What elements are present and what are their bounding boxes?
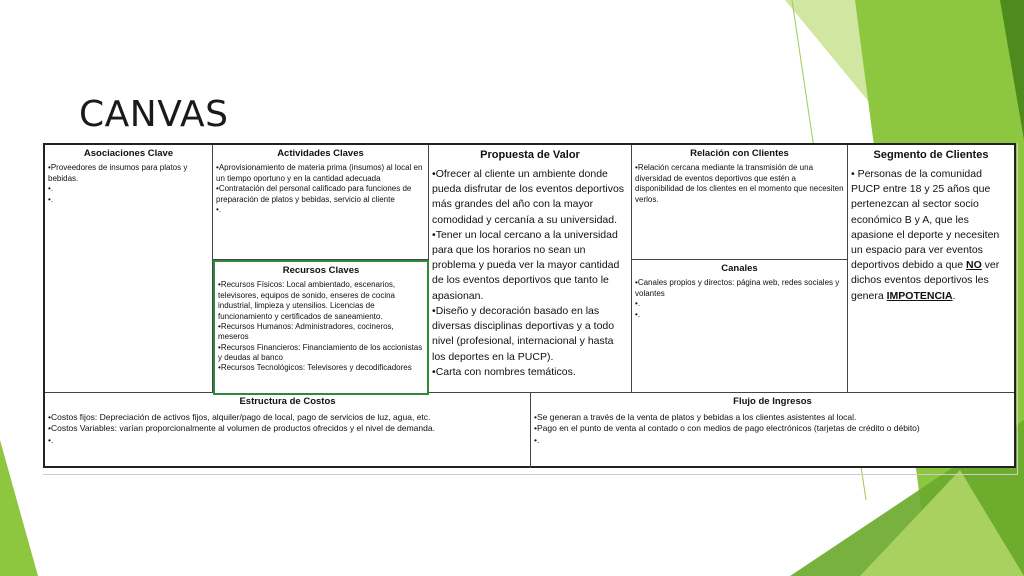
cell-recursos-claves xyxy=(213,260,429,395)
canales-list xyxy=(635,278,844,320)
segmento-text-a: Personas de la comunidad PUCP entre 18 y 25 años que pertenezcan al sector socio económico B y A, que les apasione el deporte y necesiten un espacio para ver eventos deportivos debido a que xyxy=(851,167,1000,272)
costos-title: Estructura de Costos xyxy=(239,396,336,407)
asociaciones-title: Asociaciones Clave xyxy=(83,148,174,159)
list-item: • Recursos Físicos: Local ambientado, escenarios, televisores, equipos de sonido, enseres de cocina industrial, limpieza y utensilios. Licencias de funcionamiento y certificados de saneamiento. xyxy=(218,280,424,322)
cell-flujo-ingresos xyxy=(531,393,1014,468)
segmento-title: Segmento de Clientes xyxy=(873,149,989,161)
list-item: • Costos fijos: Depreciación de activos fijos, alquiler/pago de local, pago de servicios de luz, agua, etc. xyxy=(48,412,527,423)
cell-relacion-clientes xyxy=(632,145,848,260)
list-item: • . xyxy=(48,184,209,194)
segmento-text-b: ver dichos eventos deportivos les genera xyxy=(851,259,1000,302)
list-item: • Contratación del personal calificado para funciones de preparación de platos y bebidas, servicio al cliente xyxy=(216,184,425,205)
list-item: • Recursos Tecnológicos: Televisores y decodificadores xyxy=(218,363,424,373)
list-item: • Tener un local cercano a la universidad para que los horarios no sean un problema y pueda ver la mayor cantidad de los eventos deportivos que tanto le apasionan. xyxy=(432,228,628,304)
deco-left-bottom xyxy=(0,440,38,576)
segmento-text: • Personas de la comunidad PUCP entre 18 y 25 años que pertenezcan al sector socio económico B y A, que les apasione el deporte y necesiten un espacio para ver eventos deportivos debido a que NO ver dichos eventos deportivos les genera IMPOTENCIA. xyxy=(851,167,1000,302)
business-model-canvas xyxy=(43,143,1016,468)
list-item: • Pago en el punto de venta al contado o con medios de pago electrónicos (tarjetas de crédito o débito) xyxy=(534,423,1011,434)
list-item: • Se generan a través de la venta de platos y bebidas a los clientes asistentes al local. xyxy=(534,412,1011,423)
list-item: • . xyxy=(48,195,209,205)
list-item: • Carta con nombres temáticos. xyxy=(432,365,628,380)
recursos-list xyxy=(218,280,424,374)
cell-actividades-claves xyxy=(213,145,429,260)
list-item: • . xyxy=(216,205,425,215)
list-item: • Ofrecer al cliente un ambiente donde pueda disfrutar de los eventos deportivos más grandes del año con la mayor comodidad y cercanía a su universidad. xyxy=(432,167,628,228)
list-item: • Canales propios y directos: página web, redes sociales y volantes xyxy=(635,278,844,299)
relacion-title: Relación con Clientes xyxy=(690,148,789,159)
ingresos-list xyxy=(534,412,1011,446)
list-item: • . xyxy=(635,310,844,320)
canales-title: Canales xyxy=(721,263,758,274)
segmento-impotencia: IMPOTENCIA xyxy=(886,289,953,302)
list-item: • Aprovisionamiento de materia prima (insumos) al local en un tiempo oportuno y en la cantidad adecuada xyxy=(216,163,425,184)
relacion-list xyxy=(635,163,844,205)
list-item: • . xyxy=(635,299,844,309)
segmento-no: NO xyxy=(966,259,982,272)
list-item: • . xyxy=(48,435,527,446)
list-item: • Diseño y decoración basado en las diversas disciplinas deportivas y a todo nivel (profesional, internacional y hasta los deportes en la PUCP). xyxy=(432,304,628,365)
actividades-title: Actividades Claves xyxy=(277,148,364,159)
list-item: • Costos Variables: varían proporcionalmente al volumen de productos ofrecidos y el nivel de demanda. xyxy=(48,423,527,434)
cell-estructura-costos xyxy=(45,393,531,468)
list-item: • Proveedores de insumos para platos y bebidas. xyxy=(48,163,209,184)
cell-canales xyxy=(632,260,848,393)
recursos-title: Recursos Claves xyxy=(282,265,360,276)
list-item: • Relación cercana mediante la transmisión de una diversidad de eventos deportivos que estén a disponibilidad de los clientes en el momento que necesiten verlos. xyxy=(635,163,844,205)
costos-list xyxy=(48,412,527,446)
list-item: • Recursos Humanos: Administradores, cocineros, meseros xyxy=(218,322,424,343)
segmento-text-end: . xyxy=(952,289,956,302)
cell-asociaciones-clave xyxy=(45,145,213,393)
slide-title: CANVAS xyxy=(79,94,229,135)
asociaciones-list xyxy=(48,163,209,205)
actividades-list xyxy=(216,163,425,215)
propuesta-title: Propuesta de Valor xyxy=(480,149,580,161)
list-item: • Recursos Financieros: Financiamiento de los accionistas y deudas al banco xyxy=(218,343,424,364)
cell-propuesta-valor xyxy=(429,145,632,393)
ingresos-title: Flujo de Ingresos xyxy=(733,396,812,407)
propuesta-list xyxy=(432,167,628,380)
list-item: • . xyxy=(534,435,1011,446)
cell-segmento-clientes xyxy=(848,145,1014,393)
